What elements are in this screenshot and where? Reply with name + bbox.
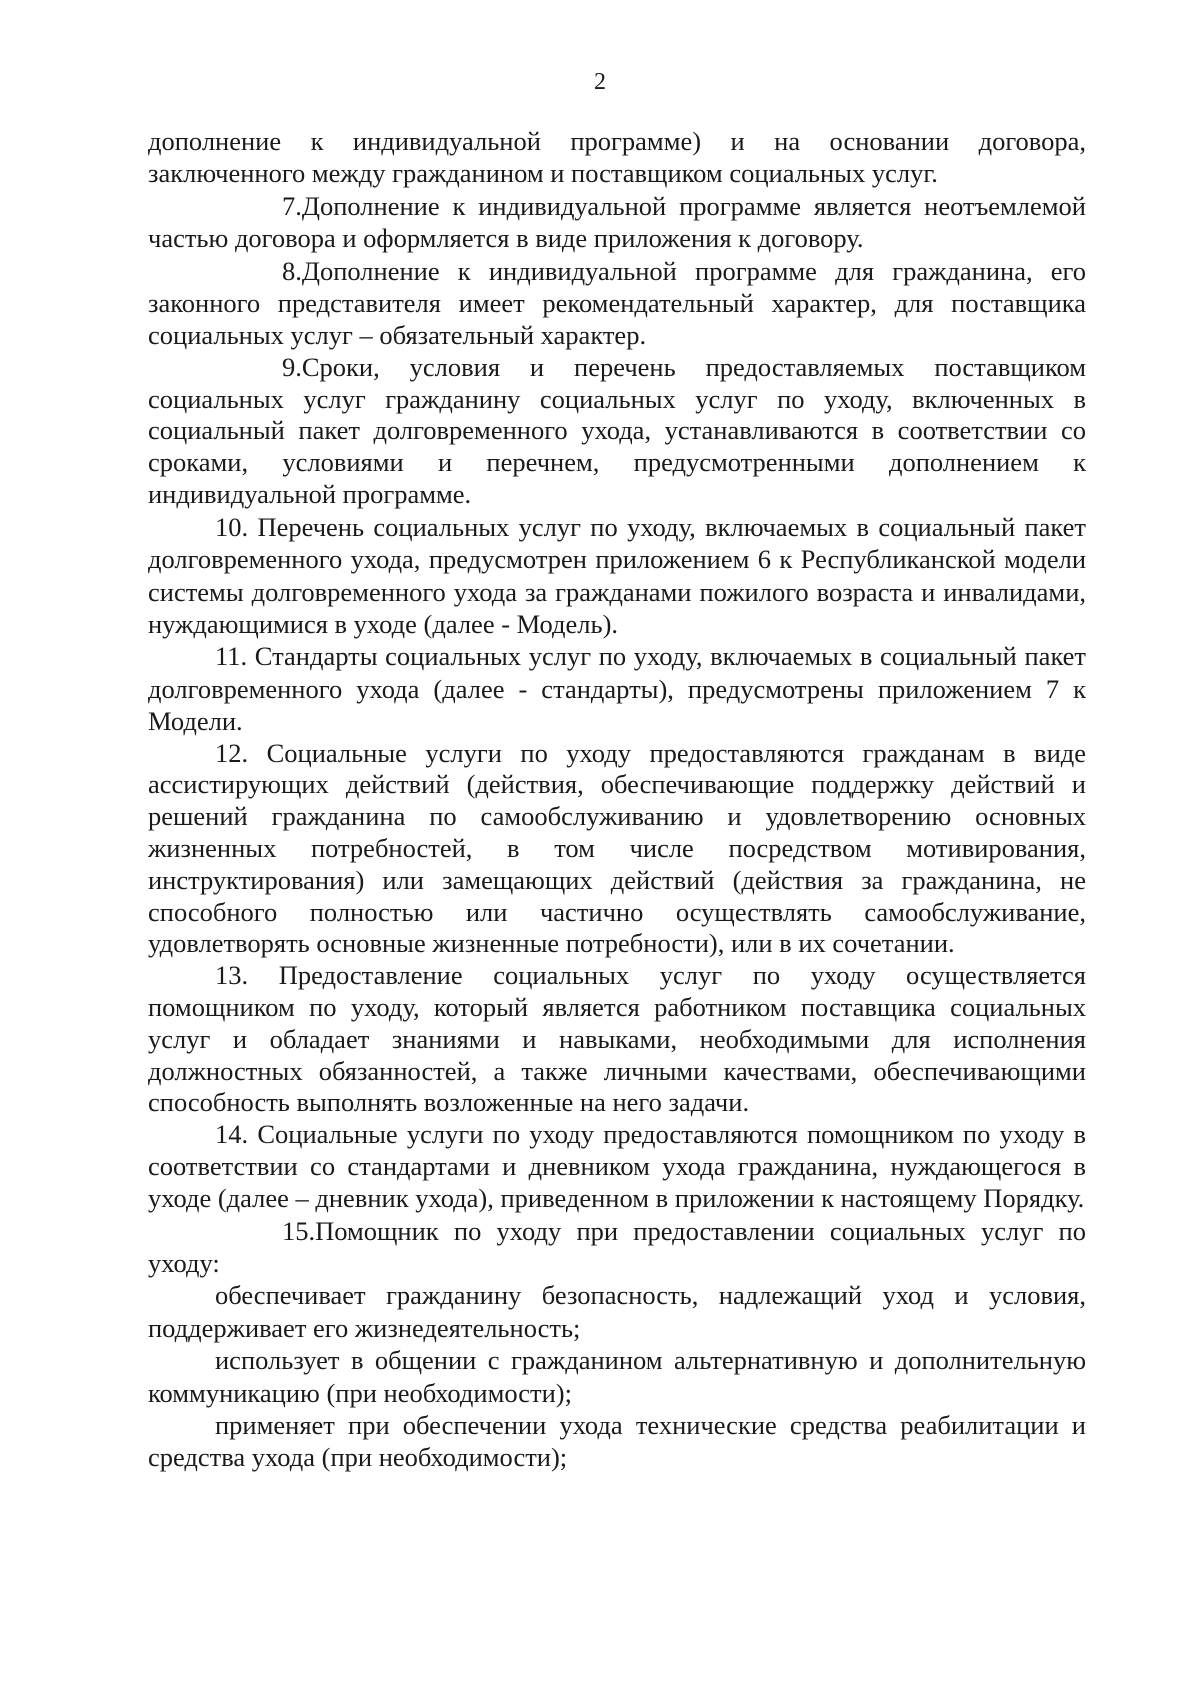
paragraph-text: дополнение к индивидуальной программе) и на основании договора, заключенного между гражданином и поставщиком социальных услуг. [148,126,1086,189]
paragraph-text: Помощник по уходу при предоставлении социальных услуг по уходу: [148,1215,1086,1279]
paragraph-text: использует в общении с гражданином альтернативную и дополнительную коммуникацию (при необходимости); [148,1345,1086,1408]
paragraph-9 [148,352,1086,511]
page-number: 2 [594,69,606,95]
paragraph-text: Сроки, условия и перечень предоставляемых поставщиком социальных услуг гражданину социальных услуг по уходу, включенных в социальный пакет долговременного ухода, устанавливаются в соответствии со сроками, условиями и перечнем, предусмотренными дополнением к индивидуальной программе. [148,351,1086,510]
paragraph-text: 11. Стандарты социальных услуг по уходу, включаемых в социальный пакет долговременного ухода (далее - стандарты), предусмотрены приложением 7 к Модели. [148,641,1086,737]
paragraph-14 [148,1119,1086,1214]
paragraph-text: 10. Перечень социальных услуг по уходу, включаемых в социальный пакет долговременного ухода, предусмотрен приложением 6 к Республиканской модели системы долговременного ухода за гражданами пожилого возраста и инвалидами, нуждающимися в уходе (далее - Модель). [148,511,1086,640]
paragraph-number: 15. [282,1215,316,1246]
paragraph-number: 8. [282,255,302,286]
paragraph-continuation [148,125,1086,190]
paragraph-10 [148,511,1086,641]
paragraph-12 [148,738,1086,961]
paragraph-number: 7. [282,190,302,221]
paragraph-13 [148,960,1086,1119]
paragraph-11 [148,640,1086,737]
list-item-safety [148,1279,1086,1344]
paragraph-text: 13. Предоставление социальных услуг по уходу осуществляется помощником по уходу, который является работником поставщика социальных услуг и обладает знаниями и навыками, необходимыми для исполнения должностных обязанностей, а также личными качествами, обеспечивающими способность выполнять возложенные на него задачи. [148,960,1086,1118]
paragraph-text: применяет при обеспечении ухода технические средства реабилитации и средства ухода (при необходимости); [148,1410,1086,1473]
paragraph-text: 12. Социальные услуги по уходу предоставляются гражданам в виде ассистирующих действий (действия, обеспечивающие поддержку действий и решений гражданина по самообслуживанию и удовлетворению основных жизненных потребностей, в том числе посредством мотивирования, инструктирования) или замещающих действий (действия за гражданина, не способного полностью или частично осуществлять самообслуживание, удовлетворять основные жизненные потребности), или в их сочетании. [148,737,1086,959]
paragraph-text: Дополнение к индивидуальной программе для гражданина, его законного представителя имеет рекомендательный характер, для поставщика социальных услуг – обязательный характер. [148,255,1086,351]
paragraph-7 [148,190,1086,255]
paragraph-8 [148,255,1086,352]
paragraph-text: 14. Социальные услуги по уходу предоставляются помощником по уходу в соответствии со стандартами и дневником ухода гражданина, нуждающегося в уходе (далее – дневник ухода), приведенном в приложении к настоящему Порядку. [148,1119,1086,1213]
list-item-communication [148,1344,1086,1409]
paragraph-text: Дополнение к индивидуальной программе является неотъемлемой частью договора и оформляется в виде приложения к договору. [148,190,1086,254]
list-item-rehab-equipment [148,1409,1086,1474]
paragraph-15 [148,1215,1086,1280]
document-body [148,125,1086,1474]
paragraph-text: обеспечивает гражданину безопасность, надлежащий уход и условия, поддерживает его жизнедеятельность; [148,1280,1086,1343]
paragraph-number: 9. [282,351,302,382]
